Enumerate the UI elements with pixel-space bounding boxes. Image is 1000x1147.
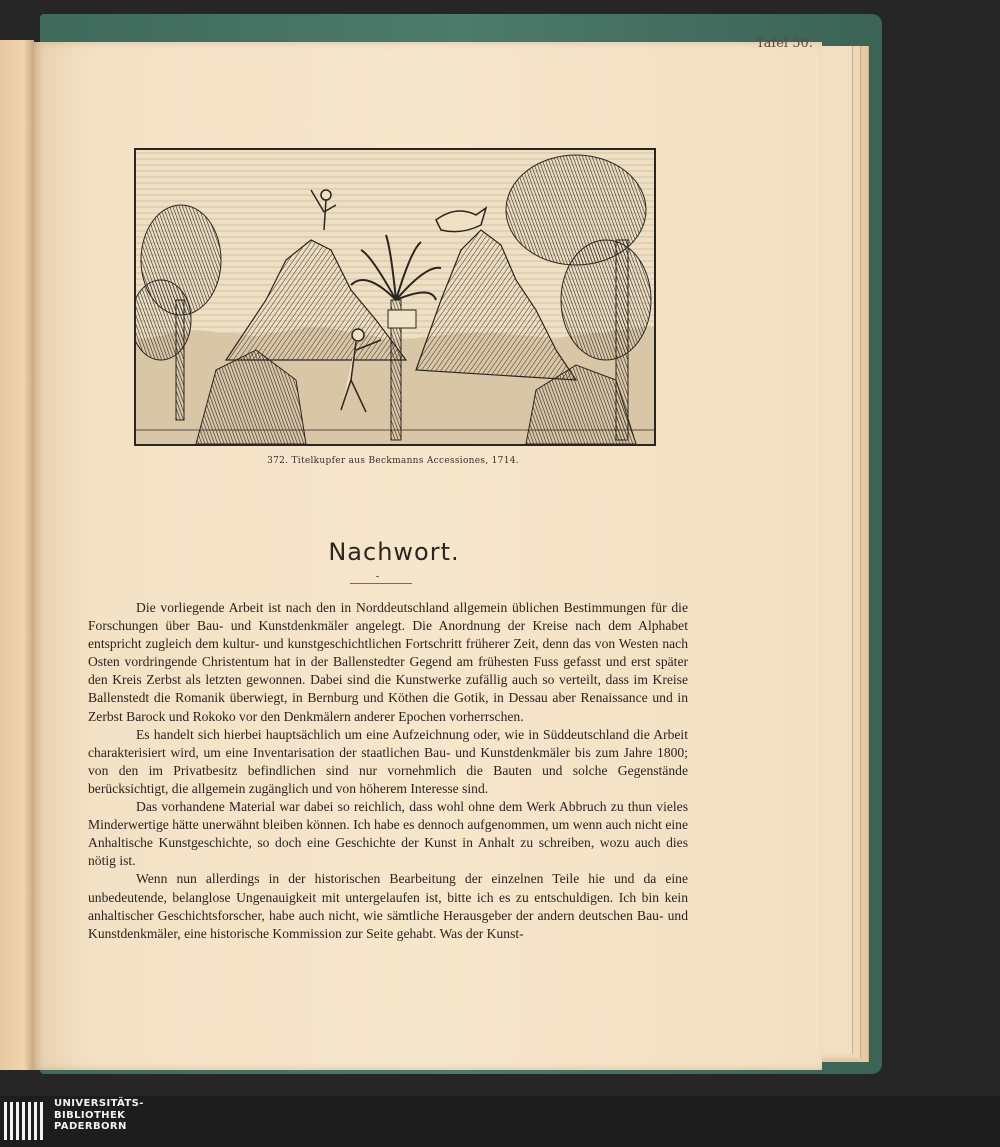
engraving-illustration [134, 148, 656, 446]
plate-label: Tafel 50. [756, 36, 813, 51]
library-logo-text [54, 1098, 144, 1133]
logo-line: BIBLIOTHEK [54, 1109, 126, 1121]
page-title: Nachwort. [328, 538, 460, 566]
logo-line: UNIVERSITÄTS- [54, 1098, 144, 1109]
library-footer-bar [0, 1096, 1000, 1147]
body-text [88, 599, 688, 943]
paragraph: Das vorhandene Material war dabei so reichlich, dass wohl ohne dem Werk Abbruch zu thun vieles Minderwertige hätte unerwähnt bleiben können. Ich habe es dennoch aufgenommen, um wenn auch nicht eine Anhaltische Kunstgeschichte, so doch eine Geschichte der Kunst in Anhalt zu schreiben, wozu auch dies nötig ist. [88, 799, 688, 869]
paragraph: Wenn nun allerdings in der historischen Bearbeitung der einzelnen Teile hie und da eine unbedeutende, belanglose Ungenauigkeit mit untergelaufen ist, bitte ich es zu entschuldigen. Ich bin kein anhaltischer Geschichtsforscher, habe auch nicht, wie sämtliche Herausgeber der andern deutschen Bau- und Kunstdenkmäler, eine historische Kommission zur Seite gehabt. Was der Kunst- [88, 871, 688, 941]
title-ornament [376, 576, 379, 577]
figure-caption: 372. Titelkupfer aus Beckmanns Accessiones, 1714. [267, 456, 519, 466]
left-page-edge [0, 40, 34, 1070]
title-divider [350, 583, 412, 584]
paragraph: Die vorliegende Arbeit ist nach den in Norddeutschland allgemein üblichen Bestimmungen für die Forschungen über Bau- und Kunstdenkmäler angelegt. Die Anordnung der Kreise nach dem Alphabet entspricht zugleich dem kultur- und kunstgeschichtlichen Fortschritt früherer Zeit, denn das von Westen nach Osten vordringende Christentum hat in der Ballenstedter Gegend am frühesten Fuss gefasst und erst später den Kreis Zerbst als letzten gewonnen. Dabei sind die Kunstwerke zufällig auch so verteilt, dass im Kreise Ballenstedt die Romanik überwiegt, in Bernburg und Köthen die Gotik, in Dessau aber Renaissance und in Zerbst Barock und Rokoko vor den Denkmälern anderer Epochen vorherrschen. [88, 600, 688, 724]
engraving-svg [136, 150, 654, 444]
paragraph: Es handelt sich hierbei hauptsächlich um eine Aufzeichnung oder, wie in Süddeutschland die Arbeit charakterisiert wird, um eine Inventarisation der staatlichen Bau- und Kunstdenkmäler bis zum Jahre 1800; von den im Privatbesitz befindlichen sind nur vornehmlich die Bauten und solche Gegenstände berücksichtigt, die allgemein zugänglich und von höherem Interesse sind. [88, 726, 688, 796]
library-logo-icon [4, 1098, 48, 1144]
logo-line: PADERBORN [54, 1121, 127, 1132]
